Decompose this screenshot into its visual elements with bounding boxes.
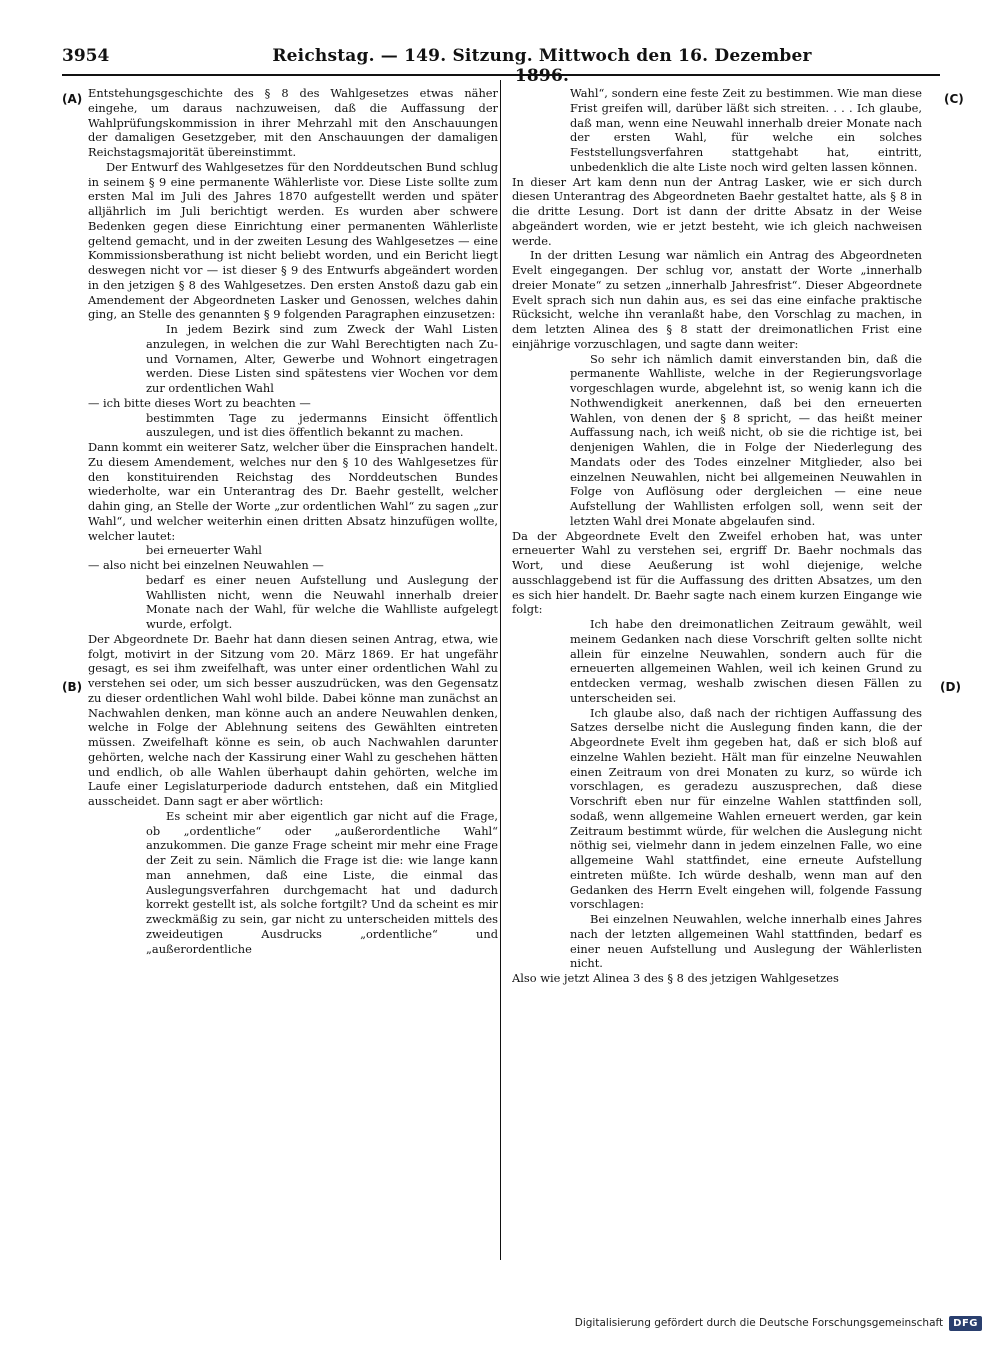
quoted-paragraph: Es scheint mir aber eigentlich gar nicht auf die Frage, ob „ordentliche“ oder „außerordentliche Wahl“ anzukommen. Die ganze Frage scheint mir mehr eine Frage der Zeit zu sein. Nämlich die Frage ist die: wie lange kann man annehmen, daß eine Liste, die einmal das Auslegungsverfahren durchgemacht hat und dadurch korrekt gestellt ist, als solche fortgilt? Und da scheint es mir zweckmäßig zu sein, gar nicht zu unterscheiden mittels des zweideutigen Ausdrucks „ordentliche“ und „außerordentliche [146,808,498,956]
quoted-paragraph: Ich habe den dreimonatlichen Zeitraum gewählt, weil meinem Gedanken nach diese Vorschrift gelten sollte nicht allein für einzelne Neuwahlen, sondern auch für die erneuerten allgemeinen Wahlen, weil ich keinen Grund zu entdecken vermag, weshalb zwischen diesen Fällen zu unterscheiden sei. [570,617,922,705]
quoted-paragraph: bestimmten Tage zu jedermanns Einsicht öffentlich auszulegen, und ist dies öffentlich bekannt zu machen. [146,410,498,440]
paragraph: Dann kommt ein weiterer Satz, welcher über die Einsprachen handelt. Zu diesem Amendement, welches nur den § 10 des Wahlgesetzes für den konstituirenden Reichstag des Norddeutschen Bundes wiederholte, war ein Unterantrag des Dr. Baehr gestellt, welcher dahin ging, an Stelle der Worte „zur ordentlichen Wahl“ zu sagen „zur Wahl“, und welcher weiterhin einen dritten Absatz hinzufügen wollte, welcher lautet: [88,440,498,543]
quoted-paragraph: bei erneuerter Wahl [146,543,262,558]
page-header [62,46,940,86]
paragraph: — ich bitte dieses Wort zu beachten — [88,395,311,410]
margin-mark-c: (C) [944,92,964,106]
margin-mark-a: (A) [62,92,83,106]
quoted-paragraph: Bei einzelnen Neuwahlen, welche innerhalb eines Jahres nach der letzten allgemeinen Wahl stattfinden, bedarf es einer neuen Aufstellung und Auslegung der Wählerlisten nicht. [570,912,922,971]
paragraph: Der Entwurf des Wahlgesetzes für den Norddeutschen Bund schlug in seinem § 9 eine permanente Wählerliste vor. Diese Liste sollte zum ersten Mal im Juli des Jahres 1870 aufgestellt werden und später alljährlich im Juli berichtigt werden. Es wurden aber schwere Bedenken gegen diese Einrichtung einer permanenten Wählerliste geltend gemacht, und in der zweiten Lesung des Wahlgesetzes — eine Kommissionsberathung ist nicht beliebt worden, und ein Bericht liegt deswegen nicht vor — ist dieser § 9 des Entwurfs abgeändert worden in den jetzigen § 8 des Wahlgesetzes. Den ersten Anstoß dazu gab ein Amendement der Abgeordneten Lasker und Genossen, welches dahin ging, an Stelle des genannten § 9 folgenden Paragraphen einzusetzen: [88,159,498,322]
page-number: 3954 [62,46,110,66]
quoted-paragraph: So sehr ich nämlich damit einverstanden bin, daß die permanente Wahlliste, welche in der Regierungsvorlage vorgeschlagen wurde, abgelehnt ist, so wenig kann ich die Nothwendigkeit anerkennen, daß bei den erneuerten Wahlen, von denen der § 8 spricht, — das heißt meiner Auffassung nach, ich weiß nicht, ob sie die richtige ist, bei denjenigen Wahlen, die in Folge der Niederlegung des Mandats oder des Todes einzelner Mitglieder, also bei einzelnen Neuwahlen, nicht bei allgemeinen Neuwahlen in Folge von Auflösung oder dergleichen — eine neue Aufstellung der Wahllisten erfolgen soll, wenn seit der letzten Wahl drei Monate abgelaufen sind. [570,351,922,528]
paragraph: Entstehungsgeschichte des § 8 des Wahlgesetzes etwas näher eingehe, um daraus nachzuweisen, daß die Auffassung der Wahlprüfungskommission in ihrer Mehrzahl mit den Anschauungen der damaligen Gesetzgeber, mit den Anschauungen der damaligen Reichstagsmajorität übereinstimmt. [88,86,498,159]
paragraph: In der dritten Lesung war nämlich ein Antrag des Abgeordneten Evelt eingegangen. Der schlug vor, anstatt der Worte „innerhalb dreier Monate“ zu setzen „innerhalb Jahresfrist“. Dieser Abgeordnete Evelt sprach sich nun dahin aus, es sei das eine einfache praktische Rücksicht, welche ihn veranlaßt habe, den Vorschlag zu machen, in dem letzten Alinea des § 8 statt der dreimonatlichen Frist eine einjährige vorzuschlagen, und sagte dann weiter: [512,248,922,351]
left-column [88,86,498,1266]
digitization-credit: Digitalisierung gefördert durch die Deutsche Forschungsgemeinschaft [574,1317,944,1329]
right-column [512,86,922,1266]
header-rule [62,74,940,76]
quoted-paragraph: Wahl“, sondern eine feste Zeit zu bestimmen. Wie man diese Frist greifen will, darüber läßt sich streiten. . . . Ich glaube, daß man, wenn eine Neuwahl innerhalb dreier Monate nach der ersten Wahl, für welche ein solches Feststellungsverfahren stattgehabt hat, eintritt, unbedenklich die alte Liste noch wird gelten lassen können. [570,86,922,174]
paragraph: Also wie jetzt Alinea 3 des § 8 des jetzigen Wahlgesetzes [512,971,839,985]
quoted-paragraph: Ich glaube also, daß nach der richtigen Auffassung des Satzes derselbe nicht die Auslegung finden kann, die der Abgeordnete Evelt ihm gegeben hat, daß er sich bloß auf einzelne Wahlen bezieht. Hält man für einzelne Neuwahlen einen Zeitraum von drei Monaten zu kurz, so würde ich vorschlagen, es geradezu auszusprechen, daß diese Vorschrift eben nur für einzelne Wahlen stattfinden soll, sodaß, wenn allgemeine Wahlen erneuert werden, gar kein Zeitraum bestimmt würde, für welchen die Auslegung nicht nöthig sei, vielmehr dann in jedem einzelnen Falle, wo eine allgemeine Wahl stattfindet, eine erneute Aufstellung eintreten müßte. Ich würde deshalb, wenn man auf den Gedanken des Herrn Evelt eingehen will, folgende Fassung vorschlagen: [570,705,922,912]
paragraph: In dieser Art kam denn nun der Antrag Lasker, wie er sich durch diesen Unterantrag des Abgeordneten Baehr gestaltet hatte, als § 8 in die dritte Lesung. Dort ist dann der dritte Absatz in der Weise abgeändert worden, wie er jetzt besteht, wie ich gleich nachweisen werde. [512,174,922,248]
paragraph: — also nicht bei einzelnen Neuwahlen — [88,558,324,572]
paragraph: Der Abgeordnete Dr. Baehr hat dann diesen seinen Antrag, etwa, wie folgt, motivirt in der Sitzung vom 20. März 1869. Er hat ungefähr gesagt, es sei ihm zweifelhaft, was unter einer ordentlichen Wahl zu verstehen sei oder, um sich besser auszudrücken, was den Gegensatz zu dieser ordentlichen Wahl wohl bilde. Dabei könne man zunächst an Nachwahlen denken, man könne auch an andere Neuwahlen denken, welche in Folge der Ablehnung seitens des Gewählten eintreten müssen. Zweifelhaft könne es sein, ob auch Nachwahlen darunter gehörten, welche nach der Kassirung einer Wahl zu geschehen hätten und endlich, ob alle Wahlen überhaupt dahin gehörten, welche im Laufe einer Legislaturperiode dadurch entstehen, daß ein Mitglied ausscheidet. Dann sagt er aber wörtlich: [88,631,498,808]
margin-mark-d: (D) [940,680,961,694]
margin-mark-b: (B) [62,680,83,694]
column-divider [500,80,501,1260]
page-footer [575,1313,982,1333]
running-title: Reichstag. — 149. Sitzung. Mittwoch den 16. Dezember 1896. [272,46,812,86]
paragraph: Da der Abgeordnete Evelt den Zweifel erhoben hat, was unter erneuerter Wahl zu verstehen sei, ergriff Dr. Baehr nochmals das Wort, und diese Aeußerung ist wohl diejenige, welche ausschlaggebend ist für die Auffassung des dritten Absatzes, um den es sich hier handelt. Dr. Baehr sagte nach einem kurzen Eingange wie folgt: [512,528,922,617]
dfg-logo: DFG [949,1316,982,1331]
quoted-paragraph: bedarf es einer neuen Aufstellung und Auslegung der Wahllisten nicht, wenn die Neuwahl innerhalb dreier Monate nach der Wahl, für welche die Wahlliste aufgelegt wurde, erfolgt. [146,572,498,631]
quoted-paragraph: In jedem Bezirk sind zum Zweck der Wahl Listen anzulegen, in welchen die zur Wahl Berechtigten nach Zu- und Vornamen, Alter, Gewerbe und Wohnort eingetragen werden. Diese Listen sind spätestens vier Wochen vor dem zur ordentlichen Wahl [146,322,498,395]
